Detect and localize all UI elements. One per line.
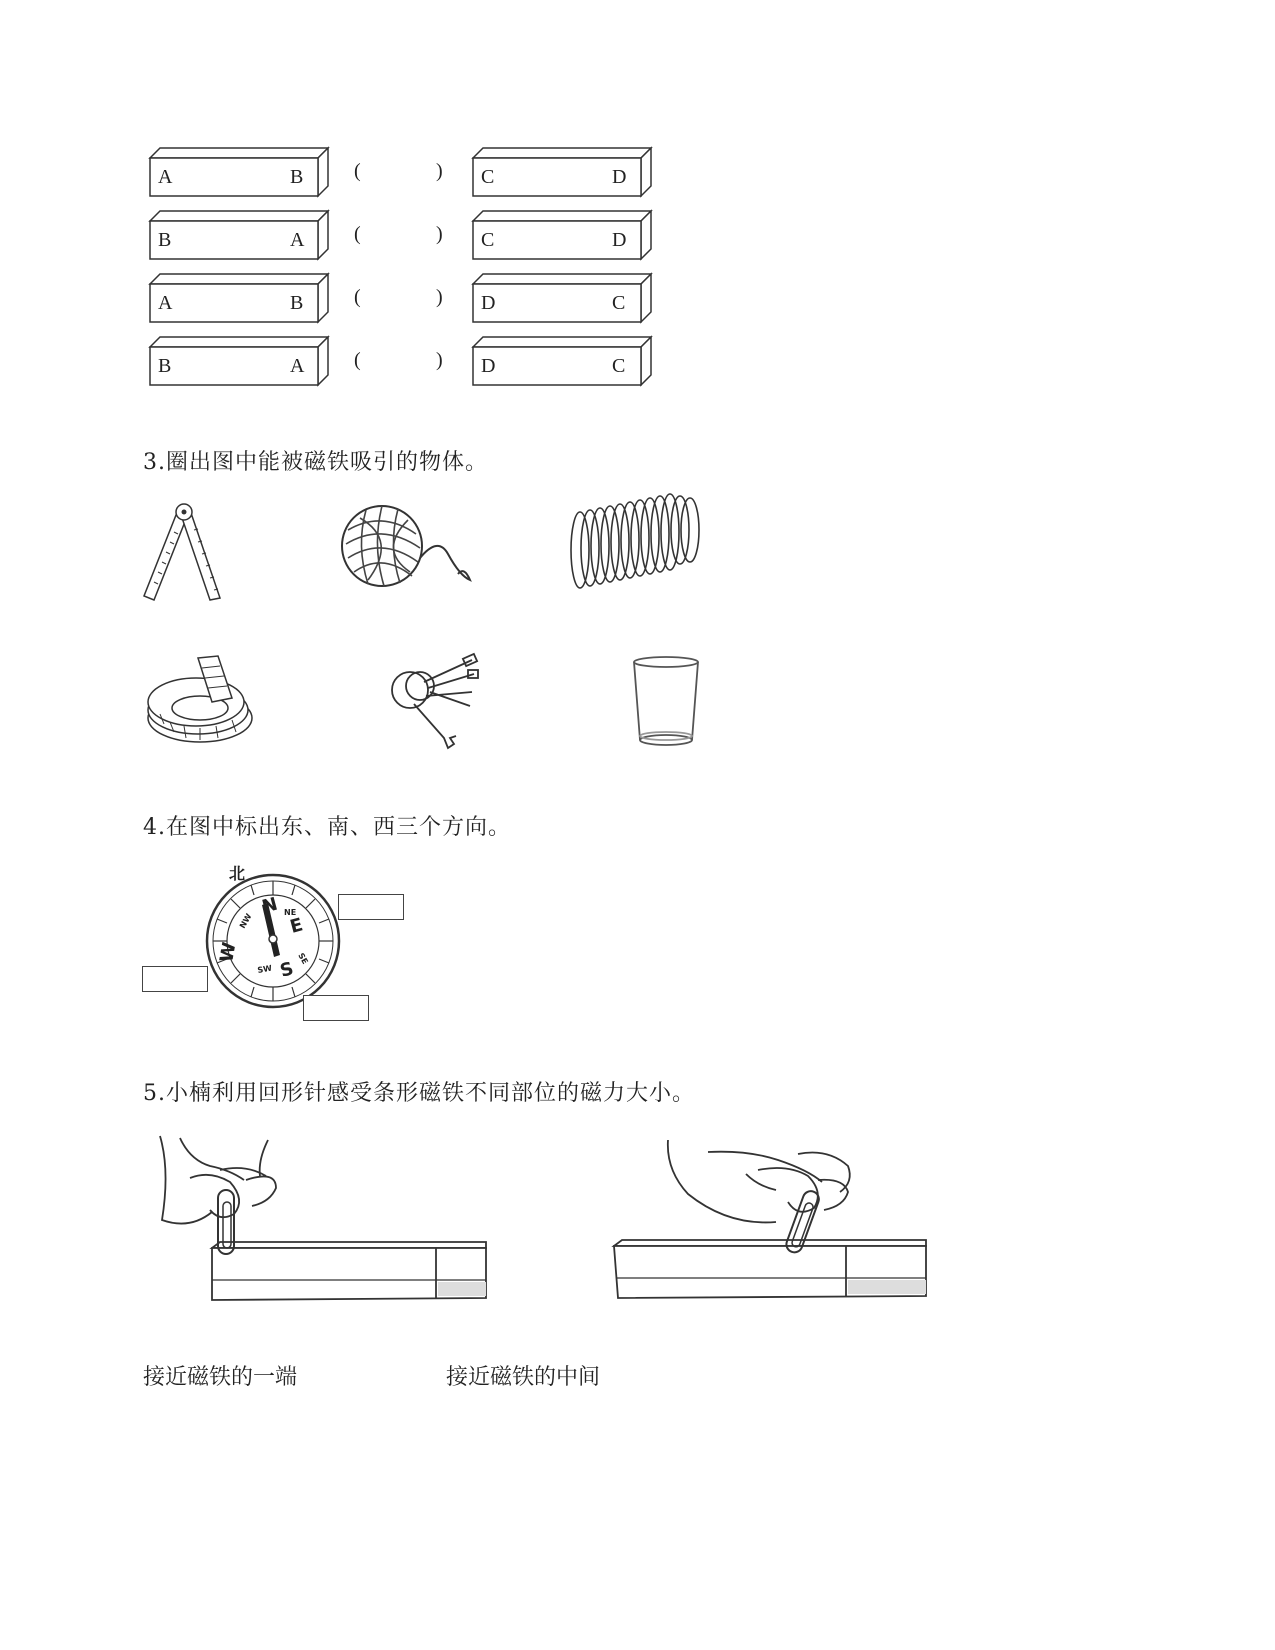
pole-label: A	[158, 292, 173, 314]
pole-label: B	[290, 292, 304, 314]
keys-image[interactable]	[384, 652, 484, 757]
answer-paren-left: (	[354, 160, 361, 182]
pole-label: D	[481, 355, 496, 377]
glass-cup-image[interactable]	[630, 654, 705, 750]
pole-label: A	[158, 166, 173, 188]
caption-magnet-middle: 接近磁铁的中间	[446, 1365, 601, 1390]
yarn-ball-image[interactable]	[338, 500, 478, 600]
direction-answer-box-east[interactable]	[338, 894, 404, 920]
spring-image[interactable]	[566, 494, 711, 594]
bar-magnet-right	[471, 272, 653, 324]
compass-image	[204, 873, 342, 1009]
pole-label: A	[290, 355, 305, 377]
direction-answer-box-west[interactable]	[142, 966, 208, 992]
question-4-text: 4.在图中标出东、南、西三个方向。	[143, 815, 511, 840]
pole-label: A	[290, 229, 305, 251]
caption-magnet-end: 接近磁铁的一端	[143, 1365, 298, 1390]
pole-label: D	[481, 292, 496, 314]
direction-answer-box-south[interactable]	[303, 995, 369, 1021]
answer-paren-right: )	[436, 349, 443, 371]
compass-E: E	[287, 914, 306, 938]
answer-paren-left: (	[354, 223, 361, 245]
tape-measure-image[interactable]	[140, 652, 260, 752]
question-3-text: 3.圈出图中能被磁铁吸引的物体。	[143, 450, 488, 475]
answer-paren-right: )	[436, 223, 443, 245]
pole-label: B	[158, 229, 172, 251]
paperclip-magnet-middle-image	[608, 1130, 933, 1310]
folding-ruler-image[interactable]	[140, 500, 225, 605]
answer-paren-left: (	[354, 349, 361, 371]
pole-label: C	[481, 166, 495, 188]
compass-NE: NE	[284, 908, 297, 917]
pole-label: D	[612, 229, 627, 251]
answer-paren-right: )	[436, 286, 443, 308]
compass-W: W	[216, 940, 241, 964]
pole-label: C	[612, 355, 626, 377]
question-5-text: 5.小楠利用回形针感受条形磁铁不同部位的磁力大小。	[143, 1081, 695, 1106]
answer-paren-right: )	[436, 160, 443, 182]
pole-label: B	[158, 355, 172, 377]
compass-SE: SE	[296, 951, 310, 966]
compass-NW: NW	[237, 912, 254, 930]
compass-N: N	[259, 893, 280, 918]
pole-label: B	[290, 166, 304, 188]
paperclip-magnet-end-image	[150, 1130, 495, 1310]
compass-SW: SW	[256, 963, 273, 975]
compass-S: S	[277, 958, 296, 982]
answer-paren-left: (	[354, 286, 361, 308]
pole-label: C	[481, 229, 495, 251]
pole-label: D	[612, 166, 627, 188]
pole-label: C	[612, 292, 626, 314]
north-label: 北	[229, 864, 246, 883]
bar-magnet-right	[471, 335, 653, 387]
